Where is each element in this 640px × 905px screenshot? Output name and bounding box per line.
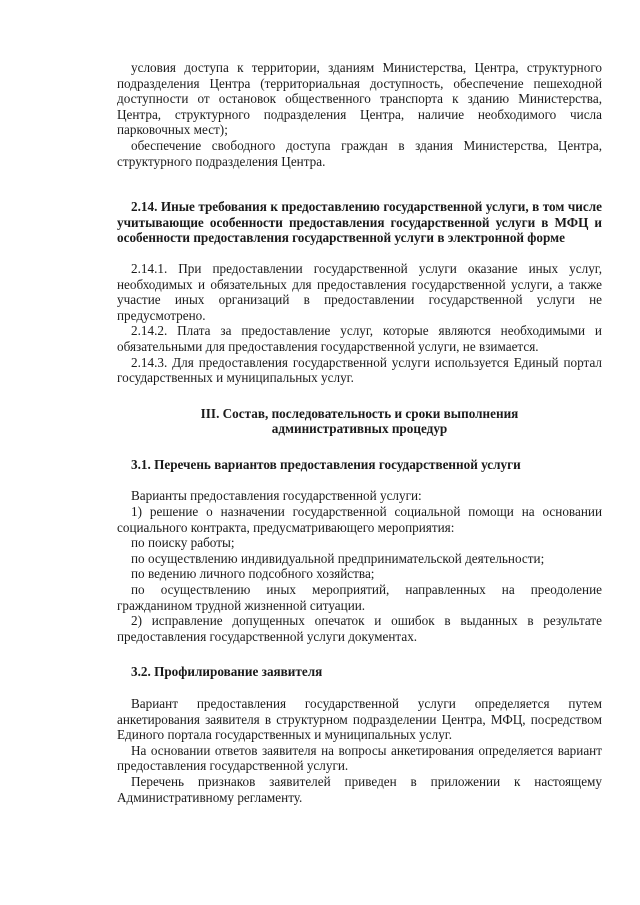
paragraph-access-conditions: условия доступа к территории, зданиям Министерства, Центра, структурного подразделения Центра (территориальная доступность, обеспечение пешеходной доступности от остановок общественного транспорта к зданию Министерства, Центра, структурного подразделения Центра, наличие необходимого числа парковочных мест);: [117, 60, 602, 138]
sub-item-job-search: по поиску работы;: [131, 535, 235, 551]
heading-2-14: 2.14. Иные требования к предоставлению государственной услуги, в том числе учитывающие особенности предоставления государственной услуги в МФЦ и особенности предоставления государственной услуги в электронной форме: [117, 199, 602, 246]
paragraph-2-14-2: 2.14.2. Плата за предоставление услуг, которые являются необходимыми и обязательными для предоставления государственной услуги, не взимается.: [117, 323, 602, 354]
sub-item-household: по ведению личного подсобного хозяйства;: [131, 566, 375, 582]
paragraph-profiling-answers: На основании ответов заявителя на вопросы анкетирования определяется вариант предоставления государственной услуги.: [117, 742, 602, 774]
paragraph-2-14-1: 2.14.1. При предоставлении государственной услуги оказание иных услуг, необходимых и обязательных для предоставления государственной услуги, а также участие иных организаций в предоставлении государственной услуги не предусмотрено.: [117, 260, 602, 323]
section-3-title-line2: административных процедур: [271, 421, 448, 437]
sub-item-other-measures: по осуществлению иных мероприятий, направленных на преодоление гражданином трудной жизненной ситуации.: [117, 582, 602, 613]
list-item-2: 2) исправление допущенных опечаток и ошибок в выданных в результате предоставления государственной услуги документах.: [117, 613, 602, 644]
section-3-title-line1: III. Состав, последовательность и сроки выполнения: [200, 405, 519, 421]
paragraph-variants-intro: Варианты предоставления государственной услуги:: [131, 488, 422, 504]
heading-3-2: 3.2. Профилирование заявителя: [131, 664, 323, 680]
paragraph-applicant-features: Перечень признаков заявителей приведен в приложении к настоящему Административному регламенту.: [117, 773, 602, 805]
page-content: [117, 60, 602, 805]
sub-item-entrepreneurship: по осуществлению индивидуальной предпринимательской деятельности;: [131, 550, 545, 566]
paragraph-2-14-3: 2.14.3. Для предоставления государственной услуги используется Единый портал государственных и муниципальных услуг.: [117, 354, 602, 386]
heading-3-1: 3.1. Перечень вариантов предоставления государственной услуги: [131, 456, 521, 472]
paragraph-free-access: обеспечение свободного доступа граждан в здания Министерства, Центра, структурного подразделения Центра.: [117, 137, 602, 169]
list-item-1: 1) решение о назначении государственной социальной помощи на основании социального контракта, предусматривающего мероприятия:: [117, 504, 602, 535]
paragraph-profiling-method: Вариант предоставления государственной услуги определяется путем анкетирования заявителя в структурном подразделении Центра, МФЦ, посредством Единого портала государственных и муниципальных услуг.: [117, 696, 602, 743]
